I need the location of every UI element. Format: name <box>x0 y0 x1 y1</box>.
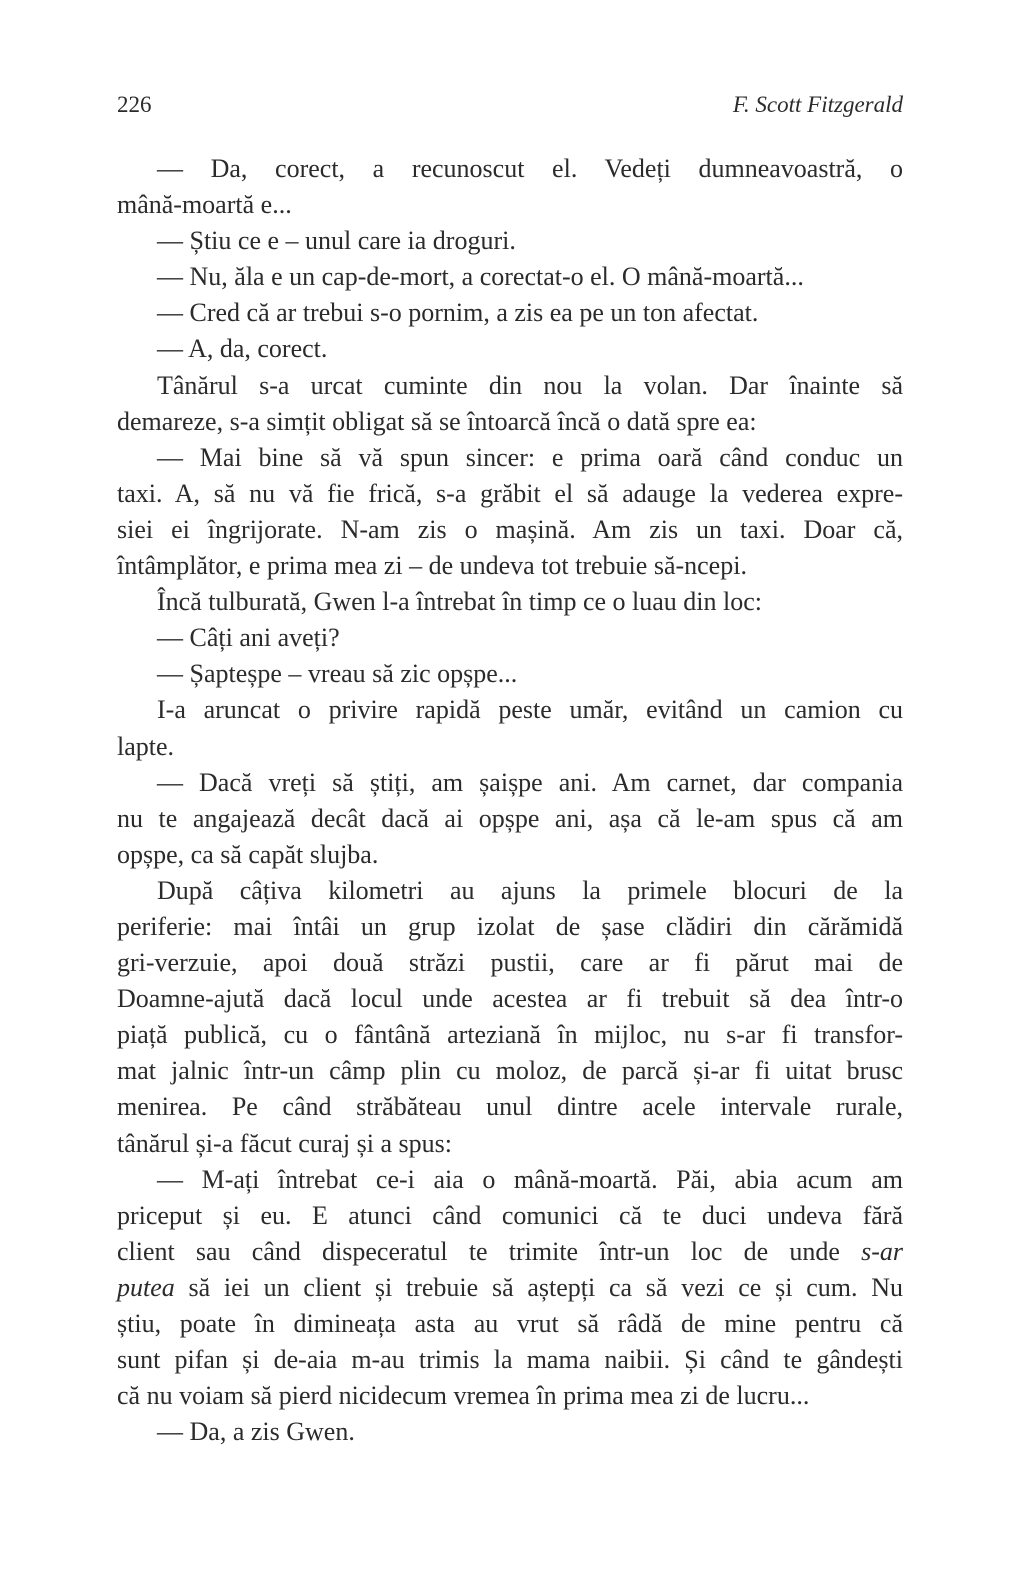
text-line <box>117 945 903 981</box>
line-text: priceput și eu. E atunci când comunici că te duci undeva fără <box>117 1200 903 1230</box>
line-text: periferie: mai întâi un grup izolat de șase clădiri din cărămidă <box>117 911 903 941</box>
italic-text: s-ar <box>861 1236 903 1266</box>
line-text: taxi. A, să nu vă fie frică, s-a grăbit el să adauge la vederea expre- <box>117 478 903 508</box>
text-line <box>117 1306 903 1342</box>
line-text: Tânărul s-a urcat cuminte din nou la volan. Dar înainte să <box>157 370 903 400</box>
line-text: — M-ați întrebat ce-i aia o mână-moartă. Păi, abia acum am <box>157 1164 903 1194</box>
text-line <box>117 1378 903 1414</box>
line-text: — Câți ani aveți? <box>157 623 340 653</box>
italic-text: putea <box>117 1272 175 1302</box>
text-line <box>117 1342 903 1378</box>
text-line <box>117 729 903 765</box>
line-text: — Mai bine să vă spun sincer: e prima oară când conduc un <box>157 442 903 472</box>
line-text: — Nu, ăla e un cap-de-mort, a corectat-o el. O mână-moartă... <box>157 262 804 292</box>
text-line <box>117 476 903 512</box>
line-text: întâmplător, e prima mea zi – de undeva tot trebuie să-ncepi. <box>117 551 747 581</box>
line-text: siei ei îngrijorate. N-am zis o mașină. Am zis un taxi. Doar că, <box>117 514 903 544</box>
body-text <box>117 151 903 1450</box>
text-line <box>117 331 903 367</box>
text-line <box>117 656 903 692</box>
text-line <box>117 837 903 873</box>
line-text: — Șapteșpe – vreau să zic opșpe... <box>157 659 518 689</box>
text-line <box>117 1414 903 1450</box>
line-text: opșpe, ca să capăt slujba. <box>117 839 379 869</box>
text-line <box>117 620 903 656</box>
text-line <box>117 692 903 728</box>
line-text: I-a aruncat o privire rapidă peste umăr, evitând un camion cu <box>157 695 903 725</box>
line-text: — Dacă vreți să știți, am șaișpe ani. Am carnet, dar compania <box>157 767 903 797</box>
text-line <box>117 1053 903 1089</box>
line-text: că nu voiam să pierd nicidecum vremea în prima mea zi de lucru... <box>117 1381 810 1411</box>
line-text: client sau când dispeceratul te trimite într-un loc de unde <box>117 1236 862 1266</box>
text-line <box>117 404 903 440</box>
line-text: — A, da, corect. <box>157 334 328 364</box>
text-line <box>117 295 903 331</box>
line-text: — Știu ce e – unul care ia droguri. <box>157 226 516 256</box>
text-line <box>117 1198 903 1234</box>
line-text: menirea. Pe când străbăteau unul dintre acele intervale rurale, <box>117 1092 903 1122</box>
line-text: După câțiva kilometri au ajuns la primele blocuri de la <box>157 875 903 905</box>
page-number: 226 <box>117 92 152 117</box>
text-line <box>117 548 903 584</box>
line-text: sunt pifan și de-aia m-au trimis la mama naibii. Și când te gândești <box>117 1345 903 1375</box>
line-text: demareze, s-a simțit obligat să se întoarcă încă o dată spre ea: <box>117 406 757 436</box>
line-text: tânărul și-a făcut curaj și a spus: <box>117 1128 452 1158</box>
text-line <box>117 1234 903 1270</box>
line-text: nu te angajează decât dacă ai opșpe ani, așa că le-am spus că am <box>117 803 903 833</box>
text-line <box>117 981 903 1017</box>
line-text: piață publică, cu o fântână arteziană în mijloc, nu s-ar fi transfor- <box>117 1020 903 1050</box>
text-line <box>117 187 903 223</box>
line-text: — Da, a zis Gwen. <box>157 1417 355 1447</box>
text-line <box>117 873 903 909</box>
line-text: mână-moartă e... <box>117 190 292 220</box>
running-title: F. Scott Fitzgerald <box>732 92 903 117</box>
text-line <box>117 765 903 801</box>
text-line <box>117 1126 903 1162</box>
text-line <box>117 440 903 476</box>
text-line <box>117 1270 903 1306</box>
text-line <box>117 584 903 620</box>
line-text: să iei un client și trebuie să aștepți ca să vezi ce și cum. Nu <box>174 1272 903 1302</box>
line-text: gri-verzuie, apoi două străzi pustii, care ar fi părut mai de <box>117 948 903 978</box>
text-line <box>117 259 903 295</box>
text-line <box>117 909 903 945</box>
line-text: — Da, corect, a recunoscut el. Vedeți dumneavoastră, o <box>157 154 903 183</box>
line-text: lapte. <box>117 731 175 761</box>
text-line <box>117 1089 903 1125</box>
line-text: Încă tulburată, Gwen l-a întrebat în timp ce o luau din loc: <box>157 587 763 617</box>
text-line <box>117 1162 903 1198</box>
line-text: Doamne-ajută dacă locul unde acestea ar fi trebuit să dea într-o <box>117 984 903 1014</box>
text-line <box>117 1017 903 1053</box>
text-line <box>117 801 903 837</box>
text-line <box>117 368 903 404</box>
line-text: — Cred că ar trebui s-o pornim, a zis ea pe un ton afectat. <box>157 298 759 328</box>
text-line <box>117 151 903 187</box>
text-line <box>117 223 903 259</box>
line-text: știu, poate în dimineața asta au vrut să râdă de mine pentru că <box>117 1309 903 1338</box>
text-line <box>117 512 903 548</box>
line-text: mat jalnic într-un câmp plin cu moloz, de parcă și-ar fi uitat brusc <box>117 1056 903 1086</box>
